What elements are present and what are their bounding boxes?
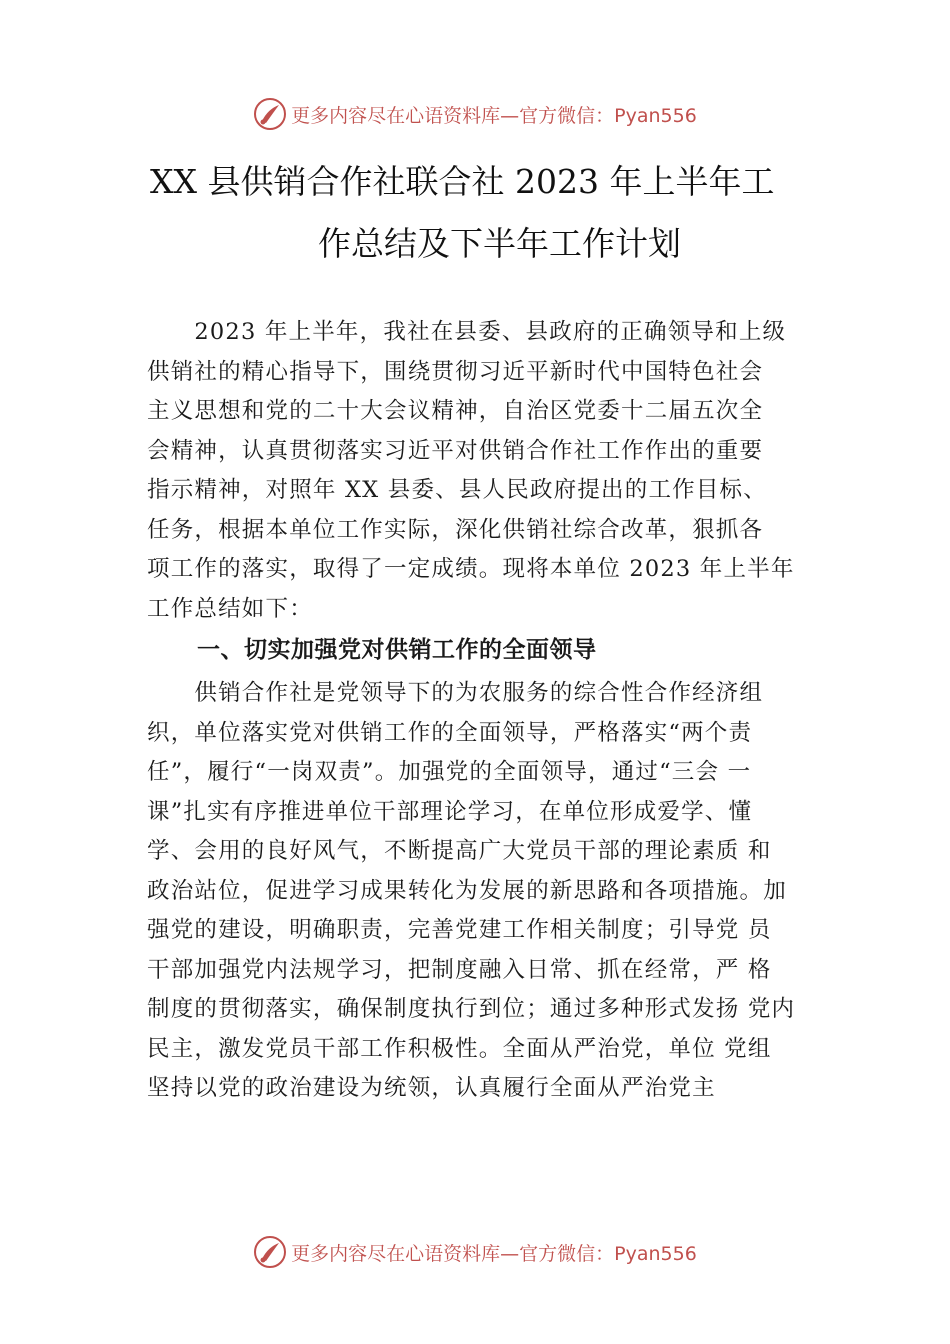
- watermark-text: 更多内容尽在心语资料库—官方微信：Pyan556: [291, 1242, 697, 1265]
- header-watermark: [0, 94, 950, 134]
- paragraph-line: 指示精神，对照年 XX 县委、县人民政府提出的工作目标、: [147, 477, 767, 503]
- watermark-text: 更多内容尽在心语资料库—官方微信：Pyan556: [291, 104, 697, 127]
- paragraph-line: 学、会用的良好风气，不断提高广大党员干部的理论素质 和: [147, 838, 772, 864]
- paragraph-line: 工作总结如下：: [147, 596, 313, 622]
- paragraph-line: 主义思想和党的二十大会议精神，自治区党委十二届五次全: [147, 398, 764, 424]
- paragraph-line: 干部加强党内法规学习，把制度融入日常、抓在经常，严 格: [147, 957, 772, 983]
- paragraph-line: 课”扎实有序推进单位干部理论学习，在单位形成爱学、懂: [147, 799, 753, 825]
- section-heading: 一、切实加强党对供销工作的全面领导: [197, 637, 597, 663]
- paragraph-line: 坚持以党的政治建设为统领，认真履行全面从严治党主: [147, 1075, 716, 1101]
- brush-logo-icon: [253, 1235, 287, 1269]
- paragraph-line: 会精神，认真贯彻落实习近平对供销合作社工作作出的重要: [147, 438, 764, 464]
- paragraph-line: 2023 年上半年，我社在县委、县政府的正确领导和上级: [147, 319, 787, 345]
- paragraph-line: 政治站位，促进学习成果转化为发展的新思路和各项措施。加: [147, 878, 787, 904]
- document-title-line-1: XX 县供销合作社联合社 2023 年上半年工: [150, 162, 775, 201]
- paragraph-line: 强党的建设，明确职责，完善党建工作相关制度；引导党 员: [147, 917, 772, 943]
- paragraph-line: 供销合作社是党领导下的为农服务的综合性合作经济组: [147, 680, 764, 706]
- paragraph-line: 供销社的精心指导下，围绕贯彻习近平新时代中国特色社会: [147, 359, 764, 385]
- paragraph-line: 织，单位落实党对供销工作的全面领导，严格落实“两个责: [147, 720, 753, 746]
- paragraph-line: 任”，履行“一岗双责”。加强党的全面领导，通过“三会 一: [147, 759, 752, 785]
- document-title-line-2: 作总结及下半年工作计划: [318, 224, 681, 263]
- paragraph-line: 任务，根据本单位工作实际，深化供销社综合改革，狠抓各: [147, 517, 764, 543]
- brush-logo-icon: [253, 97, 287, 131]
- paragraph-line: 项工作的落实，取得了一定成绩。现将本单位 2023 年上半年: [147, 556, 795, 582]
- footer-watermark: [0, 1232, 950, 1272]
- paragraph-line: 民主，激发党员干部工作积极性。全面从严治党，单位 党组: [147, 1036, 772, 1062]
- paragraph-line: 制度的贯彻落实，确保制度执行到位；通过多种形式发扬 党内: [147, 996, 796, 1022]
